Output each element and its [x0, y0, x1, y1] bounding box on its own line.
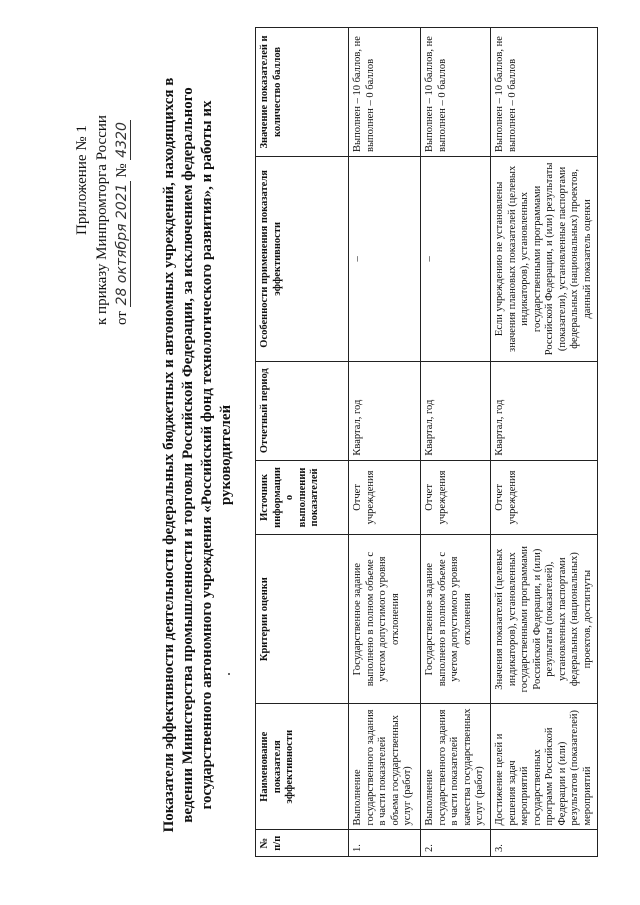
handwritten-date: 28 октября 2021 [114, 183, 130, 306]
number-prefix: № [114, 163, 130, 178]
row-features: – [349, 156, 421, 361]
appendix-header [72, 25, 132, 345]
scan-speck [228, 673, 230, 675]
header-indicator-name: Наименование показателя эффективности [256, 703, 349, 830]
header-source: Источник информации о выполнении показателей [256, 460, 349, 535]
table-row [491, 28, 598, 857]
row-number: 2. [421, 830, 491, 857]
row-features: – [421, 156, 491, 361]
table-header-row [256, 28, 349, 857]
appendix-date-line [112, 25, 132, 345]
from-prefix: от [114, 311, 130, 325]
row-value: Выполнен – 10 баллов, не выполнен – 0 баллов [421, 28, 491, 157]
row-number: 3. [491, 830, 598, 857]
row-indicator-name: Выполнение государственного задания в части показателей объема государственных услуг (работ) [349, 703, 421, 830]
row-indicator-name: Достижение целей и решения задач мероприятий государственных программ Российской Федерации и (или) результатов (показателей) мероприятий [491, 703, 598, 830]
row-source: Отчет учреждения [349, 460, 421, 535]
row-criteria: Государственное задание выполнено в полном объеме с учетом допустимого уровня отклонения [421, 535, 491, 704]
handwritten-number: 4320 [114, 122, 130, 158]
row-criteria: Значения показателей (целевых индикаторов), установленных государственными программами Российской Федерации, и (или) результаты (показателей), установленных паспортами федеральных (национальных) проектов, достигнуты [491, 535, 598, 704]
header-period: Отчетный период [256, 361, 349, 460]
header-criteria: Критерии оценки [256, 535, 349, 704]
row-source: Отчет учреждения [421, 460, 491, 535]
row-period: Квартал, год [491, 361, 598, 460]
row-criteria: Государственное задание выполнено в полном объеме с учетом допустимого уровня отклонения [349, 535, 421, 704]
appendix-title: Приложение № 1 [74, 125, 90, 235]
row-period: Квартал, год [349, 361, 421, 460]
row-indicator-name: Выполнение государственного задания в части показателей качества государственных услуг (работ) [421, 703, 491, 830]
table-row [349, 28, 421, 857]
header-number: № п/п [256, 830, 349, 857]
row-features: Если учреждению не установлены значения плановых показателей (целевых индикаторов), установленных государственными программами Российской Федерации, и (или) результаты (показатели), установленные паспортами федеральных (национальных) проектов, данный показатель оценки [491, 156, 598, 361]
header-features: Особенности применения показателя эффективности [256, 156, 349, 361]
document-title: Показатели эффективности деятельности федеральных бюджетных и автономных учреждений, находящихся в ведении Министерства промышленности и торговли Российской Федерации, за исключением федерального государственного автономного учреждения «Российский фонд технологического развития», и работы их руководителей [161, 77, 234, 833]
row-value: Выполнен – 10 баллов, не выполнен – 0 баллов [491, 28, 598, 157]
table-row [421, 28, 491, 857]
row-value: Выполнен – 10 баллов, не выполнен – 0 баллов [349, 28, 421, 157]
row-number: 1. [349, 830, 421, 857]
row-source: Отчет учреждения [491, 460, 598, 535]
header-value: Значение показателей и количество баллов [256, 28, 349, 157]
appendix-order-ref: к приказу Минпромторга России [94, 115, 110, 325]
indicators-table [255, 27, 598, 857]
row-period: Квартал, год [421, 361, 491, 460]
